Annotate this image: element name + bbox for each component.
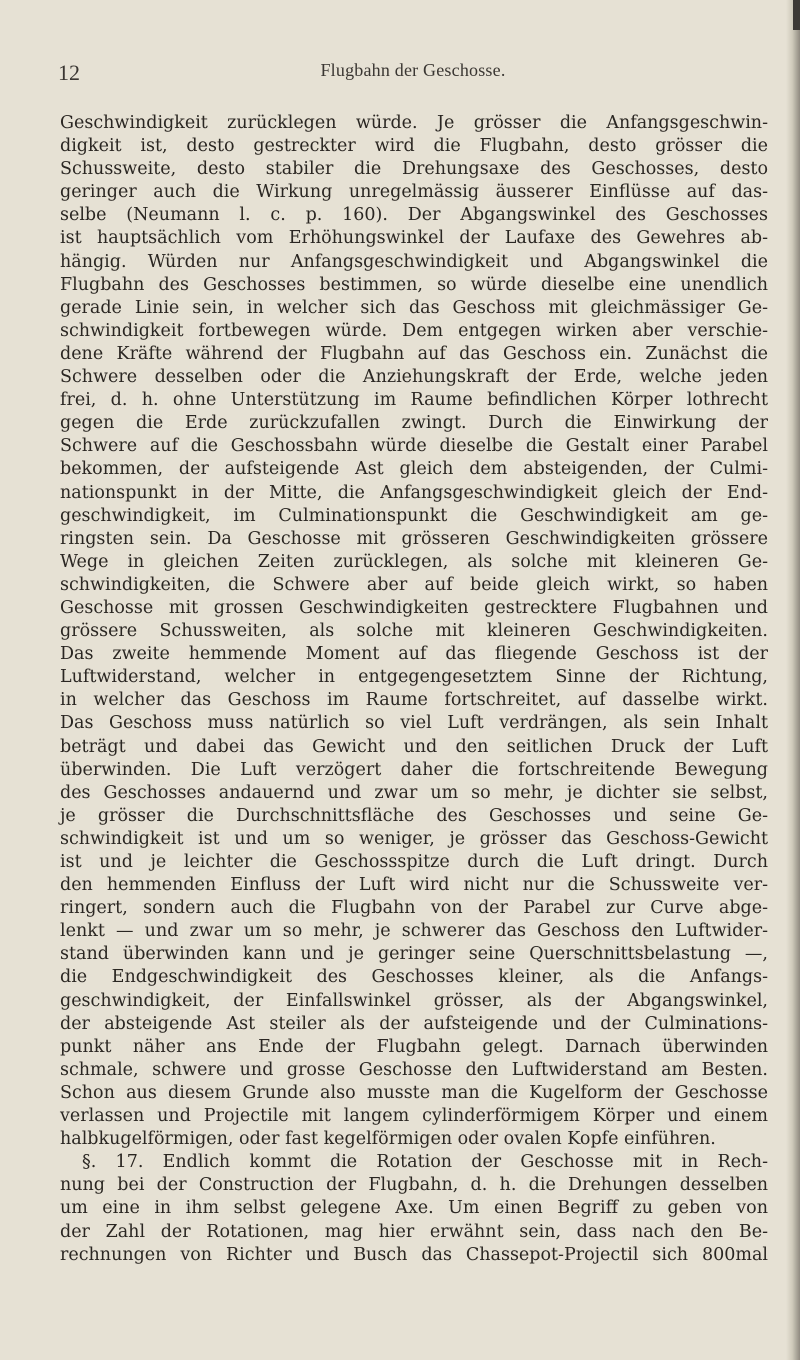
body-text [60,112,768,1267]
text-line: nung bei der Construction der Flugbahn, d. h. die Drehungen desselben [60,1175,768,1196]
text-line: die Endgeschwindigkeit des Geschosses kleiner, als die Anfangs- [60,967,768,988]
text-line: Schussweite, desto stabiler die Drehungsaxe des Geschosses, desto [60,159,768,180]
text-line: schmale, schwere und grosse Geschosse den Luftwiderstand am Besten. [60,1059,768,1080]
text-line: überwinden. Die Luft verzögert daher die fortschreitende Bewegung [60,759,768,780]
text-line: nationspunkt in der Mitte, die Anfangsgeschwindigkeit gleich der End- [60,482,768,503]
text-line: Geschosse mit grossen Geschwindigkeiten gestrecktere Flugbahnen und [60,597,768,618]
text-line: Schwere auf die Geschossbahn würde dieselbe die Gestalt einer Parabel [60,436,768,457]
text-line: rechnungen von Richter und Busch das Chassepot-Projectil sich 800mal [60,1244,768,1265]
text-line: halbkugelförmigen, oder fast kegelförmigen oder ovalen Kopfe einführen. [60,1129,716,1150]
text-line: geschwindigkeit, der Einfallswinkel grösser, als der Abgangswinkel, [60,990,768,1011]
text-line: um eine in ihm selbst gelegene Axe. Um einen Begriff zu geben von [60,1198,768,1219]
paragraph-2 [60,1151,768,1266]
text-line: der absteigende Ast steiler als der aufsteigende und der Culminations- [60,1013,768,1034]
text-line: Flugbahn des Geschosses bestimmen, so würde dieselbe eine unendlich [60,274,768,295]
text-line: des Geschosses andauernd und zwar um so mehr, je dichter sie selbst, [60,782,768,803]
page-edge-tab [793,0,800,30]
text-line: der Zahl der Rotationen, mag hier erwähnt sein, dass nach den Be- [60,1221,768,1242]
page-header [58,60,768,90]
running-head: Flugbahn der Geschosse. [320,60,506,80]
text-line: Luftwiderstand, welcher in entgegengesetztem Sinne der Richtung, [60,667,768,688]
text-line: Das Geschoss muss natürlich so viel Luft verdrängen, als sein Inhalt [60,713,768,734]
paragraph-1 [60,112,768,1151]
text-line: selbe (Neumann l. c. p. 160). Der Abgangswinkel des Geschosses [60,205,768,226]
page-number: 12 [58,60,80,85]
text-line: schwindigkeit fortbewegen würde. Dem entgegen wirken aber verschie- [60,320,768,341]
text-line: den hemmenden Einfluss der Luft wird nicht nur die Schussweite ver- [60,875,768,896]
text-line: ist und je leichter die Geschossspitze durch die Luft dringt. Durch [60,852,768,872]
text-line: ist hauptsächlich vom Erhöhungswinkel der Laufaxe des Gewehres ab- [60,228,768,249]
text-line: digkeit ist, desto gestreckter wird die Flugbahn, desto grösser die [60,136,768,157]
text-line: beträgt und dabei das Gewicht und den seitlichen Druck der Luft [60,736,768,757]
text-line: frei, d. h. ohne Unterstützung im Raume befindlichen Körper lothrecht [60,390,768,411]
text-line: Schwere desselben oder die Anziehungskraft der Erde, welche jeden [60,367,768,388]
text-line: grössere Schussweiten, als solche mit kleineren Geschwindigkeiten. [60,621,768,642]
text-line: lenkt — und zwar um so mehr, je schwerer das Geschoss den Luftwider- [60,921,768,942]
text-line: schwindigkeiten, die Schwere aber auf beide gleich wirkt, so haben [60,574,768,595]
text-line: Wege in gleichen Zeiten zurücklegen, als solche mit kleineren Ge- [60,551,768,572]
text-line: §. 17. Endlich kommt die Rotation der Geschosse mit in Rech- [82,1152,768,1173]
text-line: bekommen, der aufsteigende Ast gleich dem absteigenden, der Culmi- [60,459,768,480]
text-line: dene Kräfte während der Flugbahn auf das Geschoss ein. Zunächst die [60,343,768,364]
text-line: Geschwindigkeit zurücklegen würde. Je grösser die Anfangsgeschwin- [60,113,768,133]
page-edge-shadow [786,0,800,1360]
text-line: punkt näher ans Ende der Flugbahn gelegt. Darnach überwinden [60,1036,768,1057]
text-line: hängig. Würden nur Anfangsgeschwindigkeit und Abgangswinkel die [60,251,768,272]
text-line: ringert, sondern auch die Flugbahn von der Parabel zur Curve abge- [60,898,768,919]
text-line: Das zweite hemmende Moment auf das fliegende Geschoss ist der [60,644,768,665]
text-line: gegen die Erde zurückzufallen zwingt. Durch die Einwirkung der [60,413,768,434]
text-line: ringsten sein. Da Geschosse mit grösseren Geschwindigkeiten grössere [60,528,768,549]
text-line: geringer auch die Wirkung unregelmässig äusserer Einflüsse auf das- [60,182,768,203]
text-line: verlassen und Projectile mit langem cylinderförmigem Körper und einem [60,1106,768,1127]
text-line: je grösser die Durchschnittsfläche des Geschosses und seine Ge- [60,805,768,826]
text-line: geschwindigkeit, im Culminationspunkt die Geschwindigkeit am ge- [60,505,768,526]
text-line: Schon aus diesem Grunde also musste man die Kugelform der Geschosse [60,1082,768,1103]
text-line: stand überwinden kann und je geringer seine Querschnittsbelastung —, [60,944,768,965]
text-line: schwindigkeit ist und um so weniger, je grösser das Geschoss-Gewicht [60,828,768,849]
text-line: gerade Linie sein, in welcher sich das Geschoss mit gleichmässiger Ge- [60,297,768,318]
text-line: in welcher das Geschoss im Raume fortschreitet, auf dasselbe wirkt. [60,690,768,711]
